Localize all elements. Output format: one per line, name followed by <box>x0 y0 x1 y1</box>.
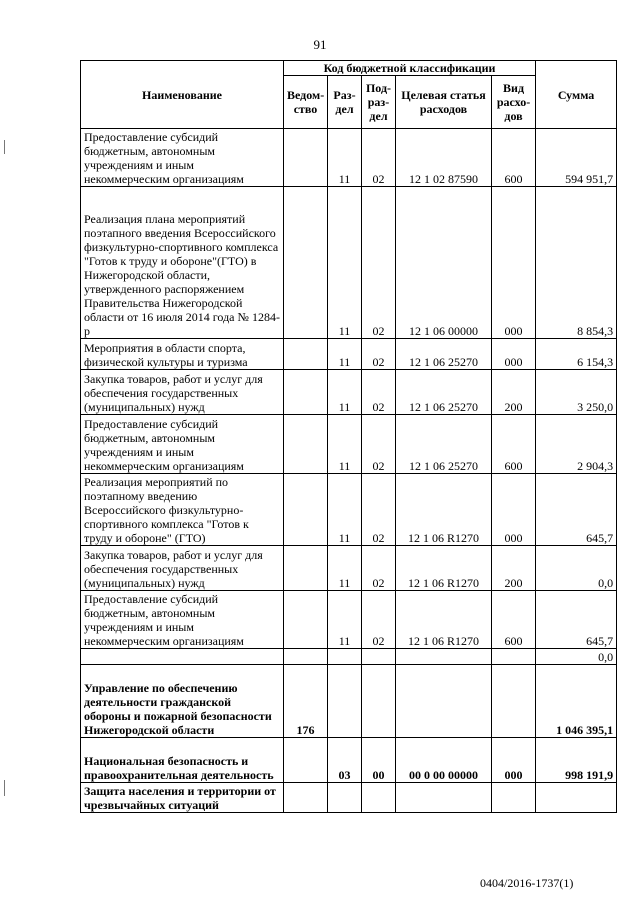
row-sum-cell: 0,0 <box>536 649 617 665</box>
row-vedomstvo-cell <box>284 546 328 591</box>
table-row <box>81 415 617 474</box>
row-vedomstvo-cell <box>284 783 328 813</box>
row-target-cell: 00 0 00 00000 <box>396 738 492 783</box>
scan-edge-mark <box>4 140 5 154</box>
header-razdel: Раз-дел <box>328 76 362 129</box>
row-target-cell: 12 1 06 R1270 <box>396 591 492 649</box>
row-podrazdel-cell <box>362 665 396 738</box>
row-vid-cell: 600 <box>492 415 536 474</box>
header-vedomstvo: Ведом-ство <box>284 76 328 129</box>
row-sum-cell: 6 154,3 <box>536 339 617 370</box>
row-razdel-cell: 11 <box>328 187 362 339</box>
table-row <box>81 546 617 591</box>
header-vid: Вид расхо-дов <box>492 76 536 129</box>
row-name-cell <box>81 649 284 665</box>
row-razdel-cell <box>328 649 362 665</box>
row-podrazdel-cell: 02 <box>362 129 396 187</box>
header-podrazdel: Под-раз-дел <box>362 76 396 129</box>
row-razdel-cell <box>328 665 362 738</box>
table-row <box>81 339 617 370</box>
row-target-cell <box>396 649 492 665</box>
row-podrazdel-cell: 02 <box>362 415 396 474</box>
row-name-cell: Мероприятия в области спорта, физической культуры и туризма <box>81 339 284 370</box>
table-row <box>81 474 617 546</box>
row-vid-cell: 200 <box>492 370 536 415</box>
row-name-cell: Национальная безопасность и правоохранительная деятельность <box>81 738 284 783</box>
row-vid-cell: 000 <box>492 738 536 783</box>
row-target-cell: 12 1 06 R1270 <box>396 474 492 546</box>
row-vedomstvo-cell <box>284 591 328 649</box>
document-code: 0404/2016-1737(1) <box>480 876 574 890</box>
row-podrazdel-cell: 02 <box>362 474 396 546</box>
row-target-cell: 12 1 06 25270 <box>396 370 492 415</box>
row-name-cell: Предоставление субсидий бюджетным, автономным учреждениям и иным некоммерческим организациям <box>81 129 284 187</box>
table-row <box>81 649 617 665</box>
table-row <box>81 187 617 339</box>
table-row <box>81 370 617 415</box>
row-vid-cell <box>492 649 536 665</box>
row-razdel-cell: 11 <box>328 370 362 415</box>
header-code-group: Код бюджетной классификации <box>284 61 536 76</box>
row-podrazdel-cell <box>362 783 396 813</box>
table-row <box>81 591 617 649</box>
row-sum-cell <box>536 783 617 813</box>
row-podrazdel-cell: 02 <box>362 591 396 649</box>
header-sum: Сумма <box>536 61 617 129</box>
row-name-cell: Предоставление субсидий бюджетным, автономным учреждениям и иным некоммерческим организациям <box>81 591 284 649</box>
row-podrazdel-cell: 02 <box>362 546 396 591</box>
row-vedomstvo-cell <box>284 187 328 339</box>
row-sum-cell: 1 046 395,1 <box>536 665 617 738</box>
row-vedomstvo-cell <box>284 339 328 370</box>
row-target-cell: 12 1 02 87590 <box>396 129 492 187</box>
budget-table <box>80 60 617 813</box>
row-vid-cell <box>492 665 536 738</box>
row-target-cell: 12 1 06 R1270 <box>396 546 492 591</box>
row-target-cell <box>396 665 492 738</box>
header-target: Целевая статья расходов <box>396 76 492 129</box>
page-number: 91 <box>313 37 327 52</box>
row-vedomstvo-cell <box>284 370 328 415</box>
row-podrazdel-cell: 02 <box>362 370 396 415</box>
row-sum-cell: 594 951,7 <box>536 129 617 187</box>
row-vid-cell: 000 <box>492 339 536 370</box>
row-sum-cell: 3 250,0 <box>536 370 617 415</box>
row-vedomstvo-cell <box>284 738 328 783</box>
scan-edge-mark <box>4 780 5 796</box>
row-vid-cell <box>492 783 536 813</box>
row-podrazdel-cell <box>362 649 396 665</box>
row-razdel-cell: 11 <box>328 415 362 474</box>
table-row <box>81 129 617 187</box>
row-razdel-cell: 11 <box>328 591 362 649</box>
row-razdel-cell: 11 <box>328 339 362 370</box>
table-row <box>81 665 617 738</box>
row-sum-cell: 2 904,3 <box>536 415 617 474</box>
row-name-cell: Предоставление субсидий бюджетным, автономным учреждениям и иным некоммерческим организациям <box>81 415 284 474</box>
row-podrazdel-cell: 00 <box>362 738 396 783</box>
header-name: Наименование <box>81 61 284 129</box>
row-vedomstvo-cell <box>284 415 328 474</box>
row-podrazdel-cell: 02 <box>362 187 396 339</box>
row-razdel-cell: 11 <box>328 546 362 591</box>
row-name-cell: Защита населения и территории от чрезвычайных ситуаций <box>81 783 284 813</box>
row-vid-cell: 000 <box>492 474 536 546</box>
row-vedomstvo-cell <box>284 474 328 546</box>
row-vedomstvo-cell: 176 <box>284 665 328 738</box>
row-vid-cell: 200 <box>492 546 536 591</box>
row-name-cell: Реализация плана мероприятий поэтапного введения Всероссийского физкультурно-спортивного комплекса "Готов к труду и обороне"(ГТО) в Нижегородской области, утвержденного распоряжением Правительства Нижегородской области от 16 июля 2014 года № 1284-р <box>81 187 284 339</box>
row-vid-cell: 600 <box>492 129 536 187</box>
row-razdel-cell <box>328 783 362 813</box>
row-vid-cell: 000 <box>492 187 536 339</box>
row-vedomstvo-cell <box>284 129 328 187</box>
row-name-cell: Закупка товаров, работ и услуг для обеспечения государственных (муниципальных) нужд <box>81 546 284 591</box>
table-row <box>81 738 617 783</box>
row-name-cell: Реализация мероприятий по поэтапному введению Всероссийского физкультурно-спортивного комплекса "Готов к труду и обороне" (ГТО) <box>81 474 284 546</box>
row-target-cell <box>396 783 492 813</box>
row-vid-cell: 600 <box>492 591 536 649</box>
row-name-cell: Закупка товаров, работ и услуг для обеспечения государственных (муниципальных) нужд <box>81 370 284 415</box>
row-sum-cell: 645,7 <box>536 591 617 649</box>
row-vedomstvo-cell <box>284 649 328 665</box>
row-target-cell: 12 1 06 25270 <box>396 339 492 370</box>
row-name-cell: Управление по обеспечению деятельности гражданской обороны и пожарной безопасности Нижегородской области <box>81 665 284 738</box>
row-target-cell: 12 1 06 00000 <box>396 187 492 339</box>
row-sum-cell: 998 191,9 <box>536 738 617 783</box>
row-razdel-cell: 03 <box>328 738 362 783</box>
row-sum-cell: 8 854,3 <box>536 187 617 339</box>
row-razdel-cell: 11 <box>328 474 362 546</box>
row-sum-cell: 645,7 <box>536 474 617 546</box>
row-target-cell: 12 1 06 25270 <box>396 415 492 474</box>
table-body <box>81 129 617 813</box>
row-razdel-cell: 11 <box>328 129 362 187</box>
table-row <box>81 783 617 813</box>
row-sum-cell: 0,0 <box>536 546 617 591</box>
row-podrazdel-cell: 02 <box>362 339 396 370</box>
